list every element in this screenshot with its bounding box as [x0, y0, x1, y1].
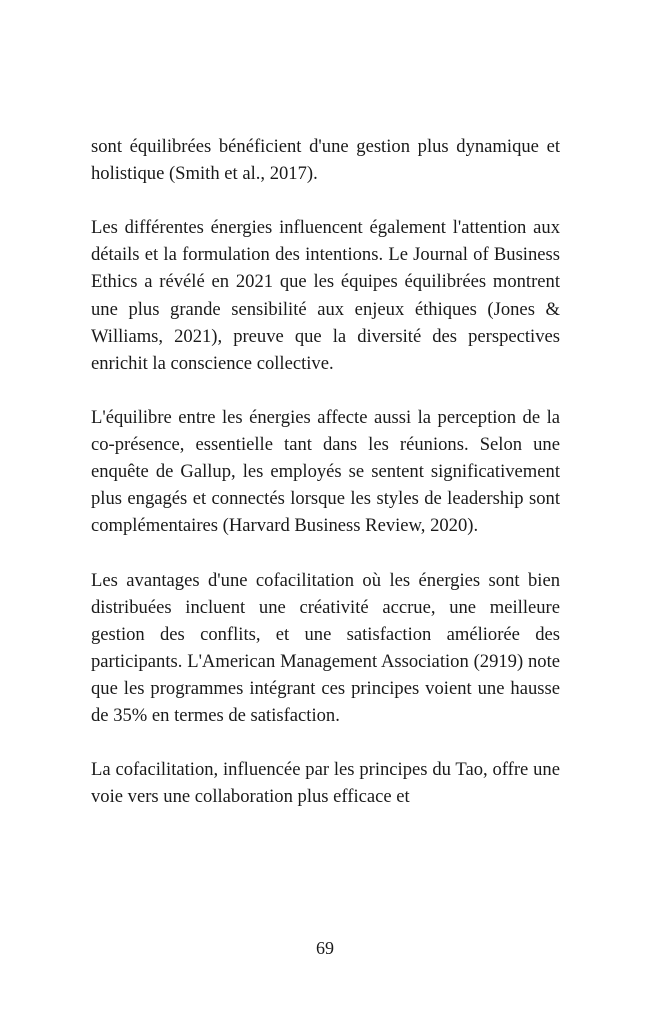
page-number: 69	[316, 938, 334, 958]
paragraph-4: Les avantages d'une cofacilitation où les énergies sont bien distribuées incluent une créativité accrue, une meilleure gestion des conflits, et une satisfaction améliorée des participants. L'American Management Association (2919) note que les programmes intégrant ces principes voient une hausse de 35% en termes de satisfaction.	[91, 569, 560, 726]
paragraph-1: sont équilibrées bénéficient d'une gestion plus dynamique et holistique (Smith et al., 2017).	[91, 136, 560, 185]
page-body	[91, 133, 560, 837]
paragraph-3: L'équilibre entre les énergies affecte aussi la perception de la co-présence, essentielle tant dans les réunions. Selon une enquête de Gallup, les employés se sentent significativement plus engagés et connectés lorsque les styles de leadership sont complémentaires (Harvard Business Review, 2020).	[91, 406, 560, 537]
paragraph-5: La cofacilitation, influencée par les principes du Tao, offre une voie vers une collaboration plus efficace et	[91, 759, 560, 808]
paragraph-2: Les différentes énergies influencent également l'attention aux détails et la formulation des intentions. Le Journal of Business Ethics a révélé en 2021 que les équipes équilibrées montrent une plus grande sensibilité aux enjeux éthiques (Jones & Williams, 2021), preuve que la diversité des perspectives enrichit la conscience collective.	[91, 217, 560, 374]
